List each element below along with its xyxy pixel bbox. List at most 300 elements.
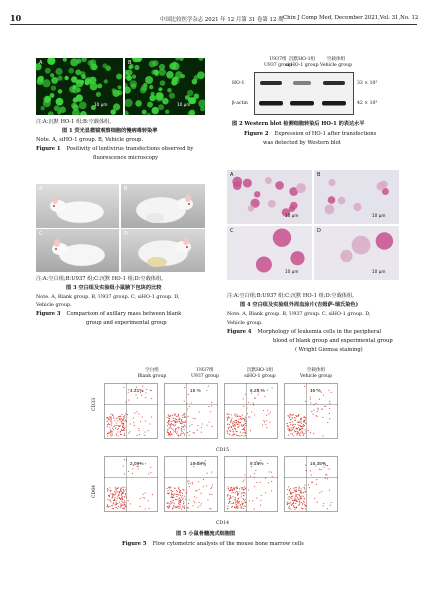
flow-event-dot	[180, 434, 181, 435]
fig3-label-en: Figure 3	[36, 311, 61, 317]
flow-event-dot	[206, 485, 207, 486]
blood-cell	[268, 200, 276, 208]
flow-event-dot	[241, 501, 242, 502]
flow-event-dot	[253, 405, 254, 406]
flow-event-dot	[245, 435, 246, 436]
flow-event-dot	[237, 492, 238, 493]
flow-event-dot	[110, 413, 111, 414]
flow-event-dot	[118, 428, 119, 429]
flow-event-dot	[294, 430, 295, 431]
flow-event-dot	[227, 419, 228, 420]
flow-event-dot	[232, 496, 233, 497]
flow-event-dot	[230, 497, 231, 498]
fluorescent-cell	[147, 113, 151, 115]
flow-event-dot	[326, 474, 327, 475]
flow-event-dot	[308, 484, 309, 485]
flow-event-dot	[290, 492, 291, 493]
flow-event-dot	[172, 508, 173, 509]
fig2-western-blot	[255, 73, 354, 115]
flow-event-dot	[181, 423, 182, 424]
fig2-group-1: U937组 U937 group	[264, 57, 292, 68]
flow-event-dot	[170, 434, 171, 435]
flow-event-dot	[241, 435, 242, 436]
flow-event-dot	[255, 398, 256, 399]
flow-event-dot	[256, 498, 257, 499]
flow-event-dot	[111, 417, 112, 418]
flow-event-dot	[181, 431, 182, 432]
flow-quadrant-percent: 15 %	[189, 389, 201, 394]
fig1-label-en: Figure 1	[36, 146, 61, 152]
flow-event-dot	[187, 481, 188, 482]
flow-event-dot	[237, 421, 238, 422]
flow-event-dot	[137, 435, 138, 436]
flow-event-dot	[290, 433, 291, 434]
flow-event-dot	[137, 398, 138, 399]
flow-event-dot	[201, 427, 202, 428]
fig1-note-en: Note. A, siHO-1 group. B, Vehicle group.	[36, 137, 143, 143]
flow-event-dot	[174, 420, 175, 421]
flow-event-dot	[117, 429, 118, 430]
flow-event-dot	[112, 508, 113, 509]
flow-event-dot	[110, 431, 111, 432]
flow-event-dot	[234, 422, 235, 423]
flow-event-dot	[243, 499, 244, 500]
flow-event-dot	[116, 435, 117, 436]
flow-event-dot	[202, 423, 203, 424]
fluorescent-cell	[175, 71, 183, 79]
flow-event-dot	[178, 428, 179, 429]
flow-event-dot	[201, 432, 202, 433]
flow-event-dot	[138, 428, 139, 429]
flow-event-dot	[295, 503, 296, 504]
flow-event-dot	[189, 486, 190, 487]
flow-event-dot	[234, 489, 235, 490]
flow-event-dot	[243, 508, 244, 509]
flow-event-dot	[244, 493, 245, 494]
flow-event-dot	[287, 503, 288, 504]
flow-event-dot	[228, 503, 229, 504]
flow-event-dot	[124, 459, 125, 460]
flow-event-dot	[192, 505, 193, 506]
flow-event-dot	[289, 496, 290, 497]
flow-event-dot	[174, 488, 175, 489]
flow-event-dot	[185, 421, 186, 422]
flow-event-dot	[289, 508, 290, 509]
flow-event-dot	[197, 507, 198, 508]
fluorescent-cell	[45, 68, 51, 74]
flow-event-dot	[260, 482, 261, 483]
flow-event-dot	[322, 417, 323, 418]
flow-event-dot	[299, 494, 300, 495]
flow-event-dot	[294, 490, 295, 491]
flow-event-dot	[114, 497, 115, 498]
flow-event-dot	[186, 492, 187, 493]
flow-event-dot	[179, 492, 180, 493]
flow-event-dot	[168, 421, 169, 422]
flow-event-dot	[328, 390, 329, 391]
fig4-smear-image-b	[314, 170, 399, 224]
blood-cell	[296, 183, 306, 193]
flow-event-dot	[234, 488, 235, 489]
flow-event-dot	[295, 489, 296, 490]
flow-event-dot	[297, 494, 298, 495]
flow-event-dot	[176, 496, 177, 497]
flow-event-dot	[117, 425, 118, 426]
flow-event-dot	[310, 399, 311, 400]
flow-event-dot	[243, 503, 244, 504]
flow-event-dot	[117, 496, 118, 497]
flow-event-dot	[266, 420, 267, 421]
flow-event-dot	[118, 506, 119, 507]
flow-event-dot	[191, 424, 192, 425]
flow-event-dot	[255, 470, 256, 471]
flow-event-dot	[237, 415, 238, 416]
flow-event-dot	[269, 471, 270, 472]
flow-event-dot	[291, 493, 292, 494]
flow-event-dot	[292, 492, 293, 493]
flow-event-dot	[300, 432, 301, 433]
flow-event-dot	[238, 421, 239, 422]
flow-event-dot	[290, 419, 291, 420]
flow-event-dot	[173, 424, 174, 425]
flow-event-dot	[121, 434, 122, 435]
flow-event-dot	[181, 500, 182, 501]
flow-event-dot	[122, 492, 123, 493]
flow-event-dot	[125, 401, 126, 402]
flow-event-dot	[125, 506, 126, 507]
flow-event-dot	[301, 502, 302, 503]
flow-event-dot	[292, 429, 293, 430]
flow-event-dot	[227, 506, 228, 507]
flow-event-dot	[108, 423, 109, 424]
flow-event-dot	[125, 489, 126, 490]
flow-event-dot	[124, 426, 125, 427]
flow-event-dot	[184, 496, 185, 497]
flow-event-dot	[175, 414, 176, 415]
flow-event-dot	[243, 481, 244, 482]
flow-event-dot	[107, 418, 108, 419]
flow-event-dot	[152, 494, 153, 495]
flow-event-dot	[107, 490, 108, 491]
flow-event-dot	[310, 432, 311, 433]
flow-event-dot	[113, 508, 114, 509]
flow-event-dot	[179, 489, 180, 490]
flow-event-dot	[144, 435, 145, 436]
flow-event-dot	[210, 508, 211, 509]
fig4-smear-image-d	[314, 226, 399, 280]
flow-event-dot	[118, 435, 119, 436]
flow-event-dot	[298, 499, 299, 500]
fig2-kda-actin: 42 × 10³	[357, 101, 378, 106]
flow-event-dot	[178, 414, 179, 415]
fluorescent-cell	[149, 85, 153, 89]
fluorescent-cell	[158, 87, 162, 91]
fluorescent-cell	[130, 80, 137, 87]
flow-event-dot	[289, 416, 290, 417]
flow-event-dot	[229, 499, 230, 500]
fluorescent-cell	[104, 79, 108, 83]
flow-event-dot	[294, 417, 295, 418]
fluorescent-cell	[143, 83, 147, 87]
flow-event-dot	[247, 413, 248, 414]
flow-event-dot	[168, 487, 169, 488]
flow-event-dot	[110, 421, 111, 422]
flow-event-dot	[109, 500, 110, 501]
flow-event-dot	[112, 493, 113, 494]
flow-event-dot	[148, 473, 149, 474]
flow-event-dot	[263, 410, 264, 411]
flow-event-dot	[303, 424, 304, 425]
flow-event-dot	[123, 416, 124, 417]
flow-event-dot	[178, 499, 179, 500]
flow-event-dot	[325, 406, 326, 407]
flow-quadrant-percent: 16.35%	[309, 462, 327, 467]
flow-event-dot	[295, 431, 296, 432]
flow-event-dot	[176, 416, 177, 417]
flow-event-dot	[148, 500, 149, 501]
flow-event-dot	[245, 499, 246, 500]
flow-event-dot	[174, 503, 175, 504]
flow-event-dot	[226, 414, 227, 415]
flow-event-dot	[297, 431, 298, 432]
blood-cell	[243, 179, 252, 188]
flow-event-dot	[197, 430, 198, 431]
flow-event-dot	[236, 431, 237, 432]
ho1-band	[323, 81, 345, 85]
flow-event-dot	[210, 488, 211, 489]
flow-event-dot	[301, 495, 302, 496]
flow-event-dot	[297, 497, 298, 498]
flow-event-dot	[173, 495, 174, 496]
flow-event-dot	[119, 426, 120, 427]
flow-event-dot	[236, 414, 237, 415]
flow-event-dot	[181, 419, 182, 420]
flow-event-dot	[200, 505, 201, 506]
fig4-label-en: Figure 4	[227, 329, 252, 335]
flow-event-dot	[178, 487, 179, 488]
flow-event-dot	[303, 433, 304, 434]
fig4-scale-bar-a: 10 μm	[285, 213, 299, 218]
flow-event-dot	[232, 425, 233, 426]
flow-event-dot	[300, 429, 301, 430]
actin-band	[259, 101, 283, 106]
flow-event-dot	[299, 488, 300, 489]
blood-cell	[328, 179, 335, 186]
flow-event-dot	[260, 500, 261, 501]
flow-event-dot	[302, 503, 303, 504]
flow-event-dot	[166, 488, 167, 489]
flow-event-dot	[190, 483, 191, 484]
flow-event-dot	[230, 422, 231, 423]
flow-event-dot	[167, 425, 168, 426]
flow-event-dot	[310, 470, 311, 471]
flow-event-dot	[300, 418, 301, 419]
flow-event-dot	[229, 490, 230, 491]
flow-event-dot	[181, 420, 182, 421]
fig3-note-en-2: Vehicle group.	[36, 302, 72, 308]
flow-event-dot	[179, 498, 180, 499]
flow-event-dot	[121, 497, 122, 498]
flow-event-dot	[291, 504, 292, 505]
flow-event-dot	[244, 500, 245, 501]
flow-event-dot	[129, 431, 130, 432]
flow-event-dot	[110, 434, 111, 435]
flow-event-dot	[181, 428, 182, 429]
flow-event-dot	[289, 422, 290, 423]
flow-event-dot	[113, 418, 114, 419]
flow-event-dot	[180, 435, 181, 436]
flow-event-dot	[112, 435, 113, 436]
fig4-note-en-2: Vehicle group.	[227, 320, 263, 326]
flow-event-dot	[115, 428, 116, 429]
flow-event-dot	[146, 389, 147, 390]
flow-event-dot	[236, 504, 237, 505]
flow-event-dot	[301, 423, 302, 424]
flow-event-dot	[184, 425, 185, 426]
flow-event-dot	[107, 506, 108, 507]
flow-event-dot	[237, 435, 238, 436]
flow-event-dot	[317, 411, 318, 412]
flow-event-dot	[229, 501, 230, 502]
flow-event-dot	[107, 499, 108, 500]
flow-event-dot	[243, 398, 244, 399]
flow-event-dot	[113, 429, 114, 430]
flow-event-dot	[304, 487, 305, 488]
flow-event-dot	[209, 508, 210, 509]
fluorescent-cell	[132, 75, 136, 79]
flow-event-dot	[179, 508, 180, 509]
flow-event-dot	[293, 414, 294, 415]
page-number: 10	[10, 13, 22, 23]
flow-event-dot	[236, 420, 237, 421]
flow-event-dot	[263, 420, 264, 421]
flow-event-dot	[109, 427, 110, 428]
fig4-scale-bar-c: 10 μm	[285, 269, 299, 274]
flow-event-dot	[302, 428, 303, 429]
fig1-panel-b	[125, 58, 205, 115]
flow-event-dot	[149, 508, 150, 509]
flow-event-dot	[325, 478, 326, 479]
fig3-panel-c-label: C	[39, 231, 43, 237]
fig1-title-cn: 图 1 荧光显微镜观察细胞的慢病毒转染率	[62, 128, 158, 134]
flow-event-dot	[177, 421, 178, 422]
flow-event-dot	[135, 394, 136, 395]
blood-cell	[289, 206, 295, 212]
flow-event-dot	[180, 495, 181, 496]
flow-event-dot	[304, 386, 305, 387]
flow-event-dot	[298, 415, 299, 416]
flow-event-dot	[303, 501, 304, 502]
flow-event-dot	[124, 500, 125, 501]
flow-event-dot	[175, 506, 176, 507]
fig5-title-cn: 图 5 小鼠骨髓流式细胞图	[176, 531, 236, 537]
flow-event-dot	[179, 500, 180, 501]
flow-event-dot	[301, 428, 302, 429]
flow-event-dot	[183, 490, 184, 491]
flow-event-dot	[203, 486, 204, 487]
flow-event-dot	[187, 432, 188, 433]
flow-event-dot	[239, 416, 240, 417]
fluorescent-cell	[142, 110, 147, 115]
flow-event-dot	[111, 418, 112, 419]
flow-plot	[284, 383, 338, 445]
fig4-scale-bar-d: 10 μm	[372, 269, 386, 274]
flow-event-dot	[170, 424, 171, 425]
fluorescent-cell	[80, 111, 87, 115]
flow-event-dot	[237, 427, 238, 428]
flow-event-dot	[140, 421, 141, 422]
flow-event-dot	[227, 494, 228, 495]
flow-event-dot	[114, 420, 115, 421]
flow-event-dot	[306, 431, 307, 432]
flow-event-dot	[229, 424, 230, 425]
fluorescent-cell	[135, 100, 142, 107]
flow-event-dot	[210, 411, 211, 412]
fig5-title-en: Flow cytometric analysis of the mouse bone marrow cells	[152, 541, 304, 547]
flow-event-dot	[266, 415, 267, 416]
flow-event-dot	[114, 499, 115, 500]
fluorescent-cell	[165, 110, 169, 114]
flow-event-dot	[245, 417, 246, 418]
fluorescent-cell	[172, 62, 180, 70]
flow-event-dot	[110, 490, 111, 491]
flow-event-dot	[117, 498, 118, 499]
flow-event-dot	[186, 490, 187, 491]
blood-cell	[380, 181, 388, 189]
flow-event-dot	[296, 500, 297, 501]
flow-event-dot	[232, 435, 233, 436]
flow-event-dot	[121, 430, 122, 431]
flow-event-dot	[169, 435, 170, 436]
flow-event-dot	[245, 425, 246, 426]
flow-event-dot	[272, 476, 273, 477]
flow-event-dot	[238, 422, 239, 423]
flow-event-dot	[237, 424, 238, 425]
flow-event-dot	[236, 488, 237, 489]
flow-event-dot	[245, 433, 246, 434]
flow-event-dot	[208, 406, 209, 407]
flow-event-dot	[227, 420, 228, 421]
flow-event-dot	[122, 504, 123, 505]
flow-plot	[224, 383, 278, 445]
fig5-row2-plots	[104, 456, 342, 518]
flow-event-dot	[253, 403, 254, 404]
flow-event-dot	[120, 503, 121, 504]
fig2-title-en-1: Expression of HO-1 after transfections	[274, 131, 377, 137]
flow-event-dot	[194, 496, 195, 497]
fluorescent-cell	[85, 81, 89, 85]
fig4-title-en-1: Morphology of leukemia cells in the peripheral	[257, 329, 382, 335]
flow-event-dot	[235, 428, 236, 429]
flow-quadrant-percent: 2.09%	[129, 462, 144, 467]
flow-event-dot	[180, 502, 181, 503]
flow-event-dot	[110, 501, 111, 502]
flow-event-dot	[116, 422, 117, 423]
fig4-scale-bar-b: 10 μm	[372, 213, 386, 218]
flow-event-dot	[186, 403, 187, 404]
flow-event-dot	[233, 502, 234, 503]
flow-event-dot	[124, 487, 125, 488]
flow-event-dot	[297, 422, 298, 423]
flow-event-dot	[308, 430, 309, 431]
flow-event-dot	[178, 503, 179, 504]
blood-cell	[353, 203, 361, 211]
flow-event-dot	[237, 501, 238, 502]
fluorescent-cell	[64, 76, 68, 80]
flow-event-dot	[303, 434, 304, 435]
flow-event-dot	[234, 415, 235, 416]
flow-event-dot	[248, 402, 249, 403]
